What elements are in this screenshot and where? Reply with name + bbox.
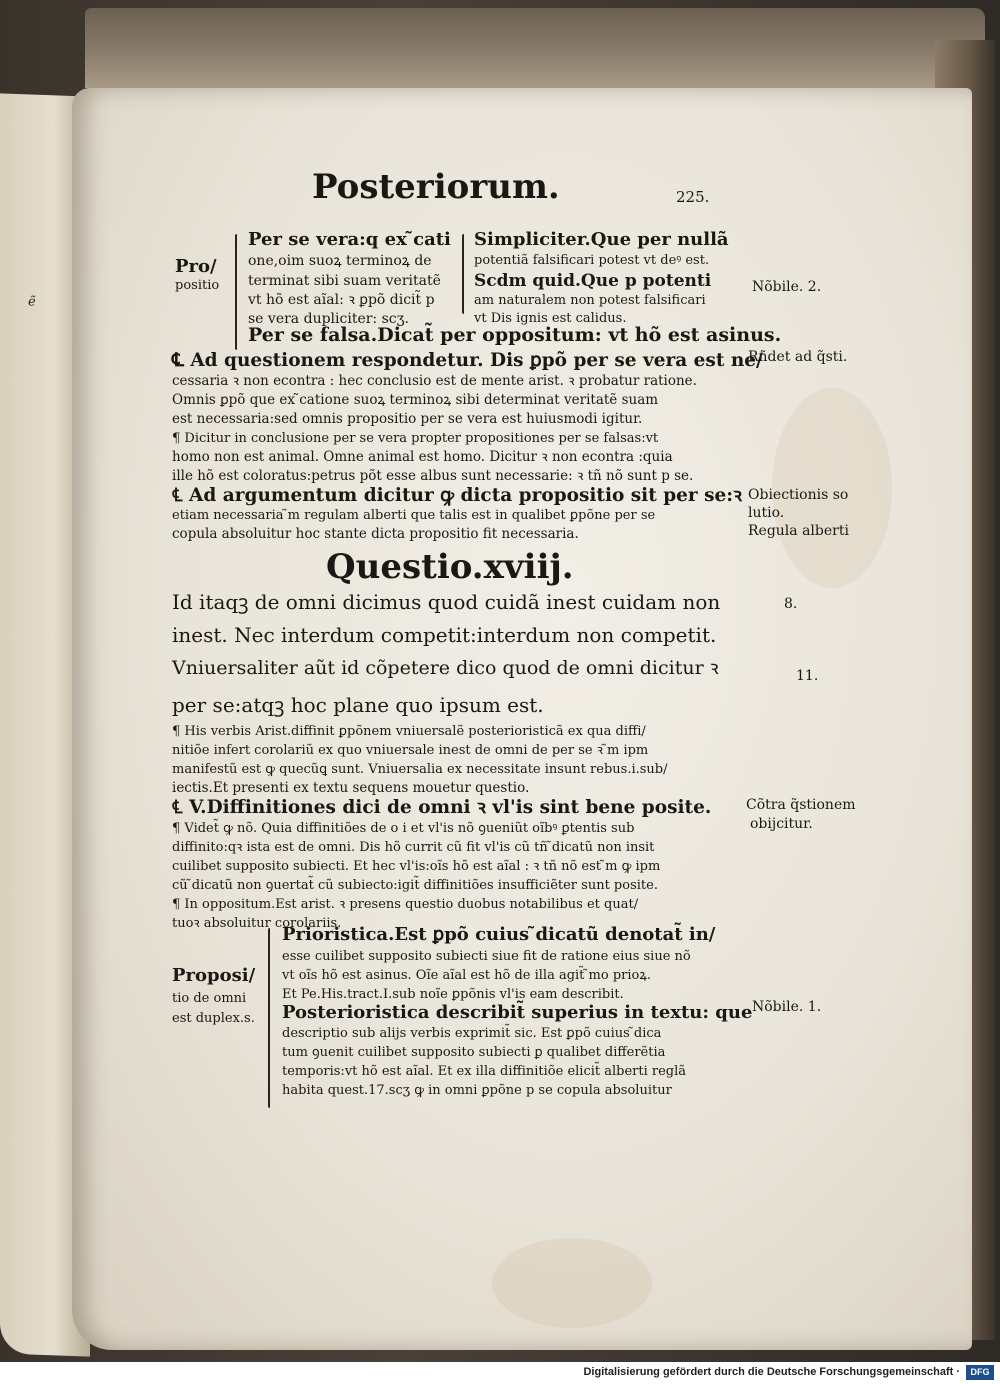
quoted-text-line: Id itaqꝫ de omni dicimus quod cuidã inest cuidam non xyxy=(172,590,721,614)
division-label: Proposi/ xyxy=(172,965,256,986)
text-line: cuilibet supposito subiecti. Et hec vl'is:oĩs hõ est aĩal : ꝛ tñ nõ est ̃m ꝙ ipm xyxy=(172,859,661,874)
brace-text: terminat sibi suam veritatẽ xyxy=(248,273,441,289)
brace-text: am naturalem non potest falsificari xyxy=(474,293,706,308)
text-line: ¶ Videt̃ ꝙ nõ. Quia diffinitiões de o i et vl'is nõ ꝯueniũt oĩbꝰ ꝑtentis sub xyxy=(172,821,635,836)
quoted-text-line: per se:atqꝫ hoc plane quo ipsum est. xyxy=(172,693,544,717)
brace xyxy=(462,234,464,314)
marginal-note: Nõbile. 2. xyxy=(752,279,822,295)
text-line: ¶ In oppositum.Est arist. ꝛ presens questio duobus notabilibus et quat/ xyxy=(172,897,639,912)
text-line: est necessaria:sed omnis propositio per se vera est huiusmodi igitur. xyxy=(172,411,643,427)
text-line: ¶ Dicitur in conclusione per se vera propter propositiones per se falsas:vt xyxy=(172,431,659,446)
marginal-note: Nõbile. 1. xyxy=(752,999,822,1015)
quoted-text-line: inest. Nec interdum competit:interdum non competit. xyxy=(172,623,717,647)
brace-text: Simpliciter.Que per nullã xyxy=(474,229,729,250)
division-label: Pro/ xyxy=(175,256,217,277)
brace-text: Et Pe.His.tract.I.sub noĩe ꝑpõnis vl'is eam describit. xyxy=(282,987,624,1002)
brace-text: tum ꝯuenit cuilibet supposito subiecti ꝑ qualibet differẽtia xyxy=(282,1045,666,1060)
brace-text: vt Dis ignis est calidus. xyxy=(474,311,627,326)
text-line: ℄ Ad questionem respondetur. Dis ꝑpõ per se vera est ne/ xyxy=(172,350,763,371)
text-line: iectis.Et presenti ex textu sequens mouetur questio. xyxy=(172,780,530,796)
text-line: diffinito:qꝛ ista est de omni. Dis hõ currit cũ fit vl'is cũ tñ ̃dicatũ non insit xyxy=(172,840,655,855)
marginal-note: Cõtra q̃stionem xyxy=(746,797,856,813)
text-line: cessaria ꝛ non econtra : hec conclusio est de mente arist. ꝛ probatur ratione. xyxy=(172,373,697,389)
text-line: ℄ V.Diffinitiones dici de omni ꝛ vl'is sint bene posite. xyxy=(172,797,712,818)
brace-text: habita quest.17.scʒ ꝙ in omni ꝑpõne p se copula absoluitur xyxy=(282,1083,672,1098)
text-line: Omnis ꝑpõ que ex ̃catione suoꝝ terminoꝝ sibi determinat veritatẽ suam xyxy=(172,392,659,408)
brace-text: vt hõ est aĩal: ꝛ ꝑpõ dicit̃ p xyxy=(248,292,435,308)
text-line: copula absoluitur hoc stante dicta propositio fit necessaria. xyxy=(172,526,579,542)
text-line: tuoꝛ absoluitur corolariis. xyxy=(172,916,342,931)
division-label: positio xyxy=(175,278,220,293)
marginal-note: Rñdet ad q̃sti. xyxy=(748,349,848,365)
brace xyxy=(268,928,270,1108)
text-line: etiam necessaria ̃m regulam alberti que talis est in qualibet ꝑpõne per se xyxy=(172,508,656,523)
book-page xyxy=(72,88,972,1350)
text-line: homo non est animal. Omne animal est homo. Dicitur ꝛ non econtra :quia xyxy=(172,449,673,465)
marginal-note: 8. xyxy=(784,596,798,612)
text-line: manifestũ est ꝙ quecũꝗ sunt. Vniuersalia ex necessitate insunt rebus.i.sub/ xyxy=(172,762,668,777)
brace xyxy=(235,328,237,350)
brace-text: Per se vera:q ex ̃cati xyxy=(248,229,451,250)
brace-text: vt oĩs hõ est asinus. Oĩe aĩal est hõ de illa agit̃ ̃mo prioꝝ. xyxy=(282,968,651,983)
questio-heading: Questio.xviij. xyxy=(326,547,574,587)
quoted-text-line: Vniuersaliter aũt id cõpetere dico quod de omni dicitur ꝛ xyxy=(172,657,719,679)
text-line: nitiõe infert corolariũ ex quo vniuersale inest de omni de per se ꝛ ̃m ipm xyxy=(172,743,649,758)
division-label: est duplex.s. xyxy=(172,1011,255,1026)
brace-text: Prioristica.Est ꝑpõ cuius ̃dicatũ denotat̃ in/ xyxy=(282,924,716,945)
brace-text: descriptio sub alijs verbis exprimit̃ sic. Est ꝑpõ cuius ̃dica xyxy=(282,1026,662,1041)
text-line: ¶ His verbis Arist.diffinit ꝑpõnem vniuersalẽ posterioristicã ex qua diffi/ xyxy=(172,724,646,739)
text-line: cũ ̃dicatũ non ꝯuertat̃ cũ subiecto:igit̃ diffinitiões insufficiẽter sunt posite. xyxy=(172,878,658,893)
brace-text: one,oim suoꝝ terminoꝝ de xyxy=(248,253,432,269)
text-line: ille hõ est coloratus:petrus põt esse albus sunt necessarie: ꝛ tñ nõ sunt p se. xyxy=(172,468,694,484)
running-title: Posteriorum. xyxy=(312,167,560,207)
division-label: tio de omni xyxy=(172,991,247,1006)
brace-text: potentiã falsificari potest vt deꝰ est. xyxy=(474,253,710,268)
marginal-note: lutio. xyxy=(748,505,785,521)
dfg-logo-icon: DFG xyxy=(966,1365,994,1380)
book-board-top xyxy=(85,8,985,88)
text-line: ℄ Ad argumentum dicitur ꝙ dicta propositio sit per se:ꝛ xyxy=(172,485,742,506)
left-page-edge: ẽ xyxy=(0,93,90,1356)
marginal-note: Regula alberti xyxy=(748,523,849,539)
folio-number: 225. xyxy=(676,188,710,206)
funding-credit: Digitalisierung gefördert durch die Deutsche Forschungsgemeinschaft · xyxy=(583,1366,960,1378)
brace-text: temporis:vt hõ est aĩal. Et ex illa diffinitiõe elicit̃ alberti reglã xyxy=(282,1064,687,1079)
footer-bar xyxy=(0,1362,1000,1384)
text-line: Per se falsa.Dicat̃ per oppositum: vt hõ est asinus. xyxy=(248,324,782,346)
marginal-note: 11. xyxy=(796,668,819,684)
marginal-note: obijcitur. xyxy=(750,816,813,832)
stain xyxy=(492,1238,652,1328)
brace-text: se vera dupliciter: scʒ. xyxy=(248,311,409,327)
brace-text: Scdm quid.Que p potenti xyxy=(474,271,712,291)
brace-text: esse cuilibet supposito subiecti siue fit de ratione eius siue nõ xyxy=(282,949,691,964)
brace-text: Posterioristica describit̃ superius in textu: que xyxy=(282,1002,753,1023)
marginal-note: Obiectionis so xyxy=(748,487,849,503)
brace xyxy=(235,234,237,338)
